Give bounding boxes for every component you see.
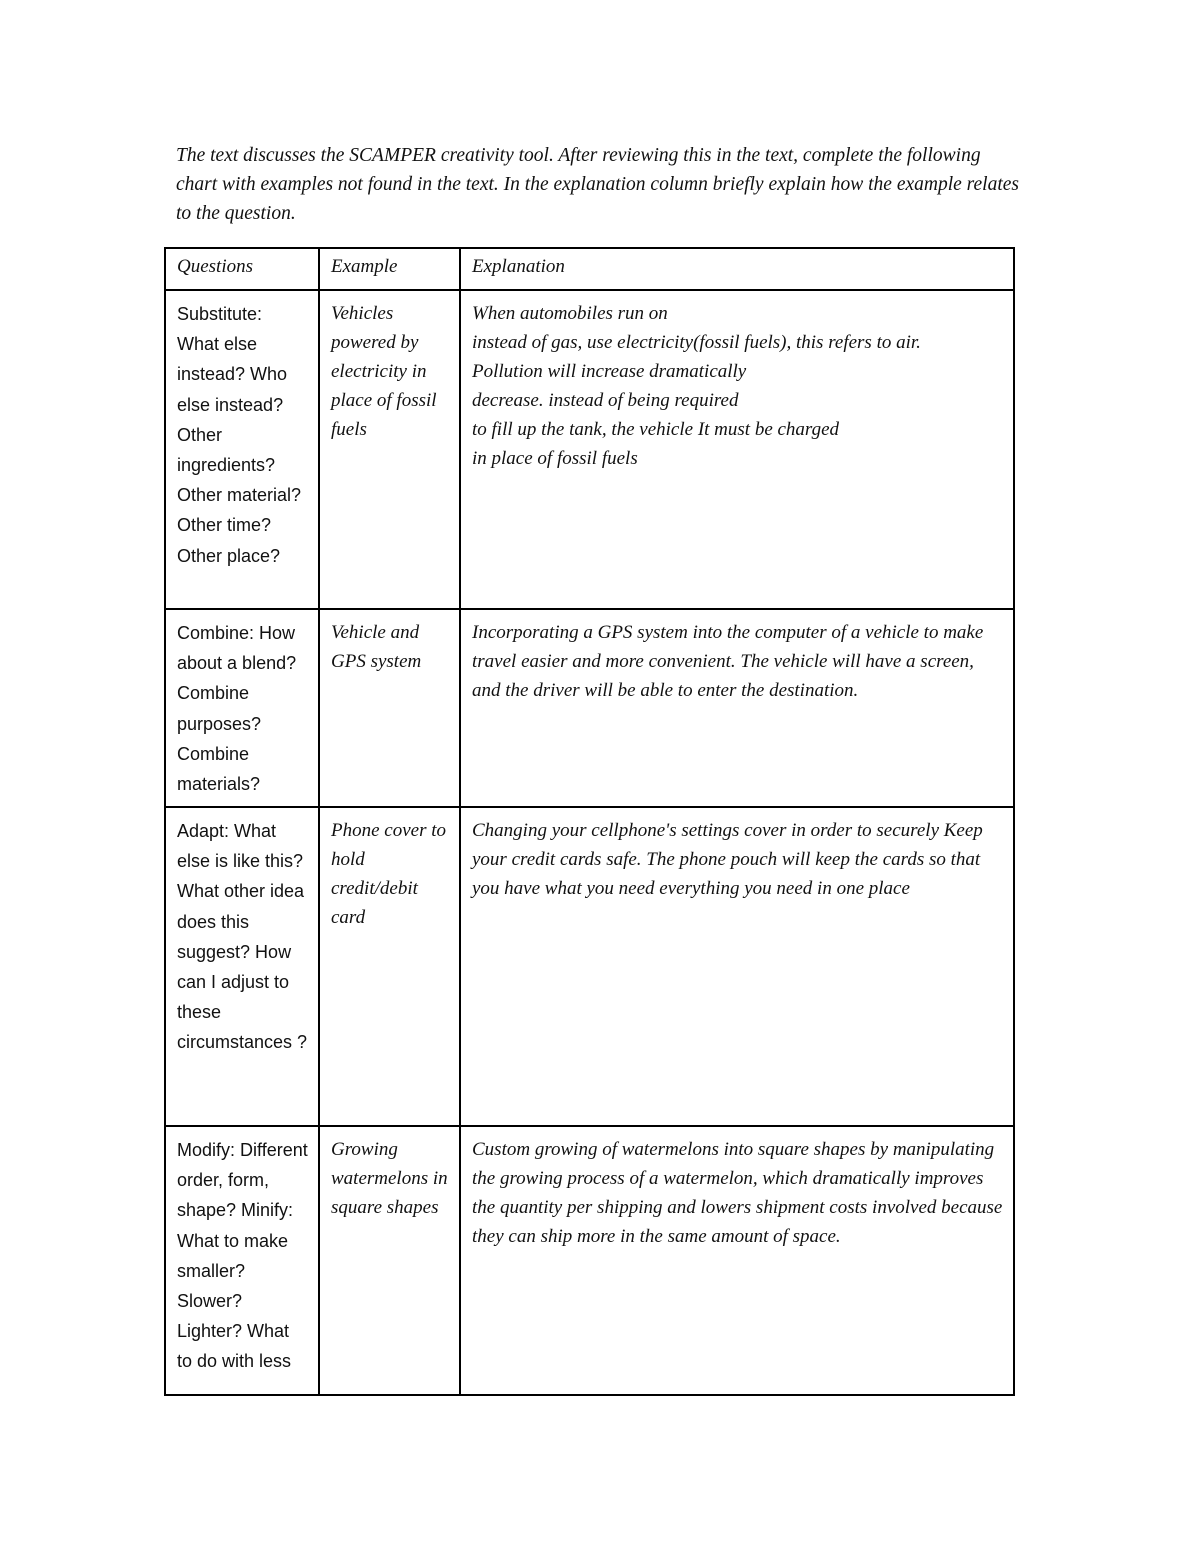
example-cell-substitute: Vehicles powered by electricity in place of fossil fuels [319,290,460,609]
question-cell-combine: Combine: How about a blend? Combine purposes? Combine materials? [165,609,319,807]
explanation-line: When automobiles run on [472,303,668,324]
explanation-cell-substitute [460,290,1014,609]
header-questions: Questions [165,248,319,290]
header-explanation: Explanation [460,248,1014,290]
example-cell-modify: Growing watermelons in square shapes [319,1126,460,1395]
explanation-line: Pollution will increase dramatically [472,361,747,382]
table-row [165,609,1014,807]
question-cell-substitute: Substitute: What else instead? Who else instead? Other ingredients? Other material? Other time? Other place? [165,290,319,609]
example-cell-combine: Vehicle and GPS system [319,609,460,807]
explanation-line: to fill up the tank, the vehicle It must be charged [472,419,840,440]
scamper-table [164,247,1015,1396]
example-cell-adapt: Phone cover to hold credit/debit card [319,807,460,1126]
explanation-line: instead of gas, use electricity(fossil fuels), this refers to air. [472,332,921,353]
table-row [165,807,1014,1126]
explanation-line: in place of fossil fuels [472,448,638,469]
explanation-cell-combine: Incorporating a GPS system into the computer of a vehicle to make travel easier and more convenient. The vehicle will have a screen, and the driver will be able to enter the destination. [460,609,1014,807]
table-header-row [165,248,1014,290]
header-example: Example [319,248,460,290]
explanation-line: decrease. instead of being required [472,390,739,411]
table-row [165,290,1014,609]
question-cell-modify: Modify: Different order, form, shape? Minify: What to make smaller? Slower? Lighter? What to do with less [165,1126,319,1395]
explanation-cell-modify: Custom growing of watermelons into square shapes by manipulating the growing process of a watermelon, which dramatically improves the quantity per shipping and lowers shipment costs involved because they can ship more in the same amount of space. [460,1126,1014,1395]
question-cell-adapt: Adapt: What else is like this? What other idea does this suggest? How can I adjust to these circumstances ? [165,807,319,1126]
explanation-cell-adapt: Changing your cellphone's settings cover in order to securely Keep your credit cards safe. The phone pouch will keep the cards so that you have what you need everything you need in one place [460,807,1014,1126]
instructions-paragraph: The text discusses the SCAMPER creativity tool. After reviewing this in the text, complete the following chart with examples not found in the text. In the explanation column briefly explain how the example relates to the question. [176,145,1020,224]
table-row [165,1126,1014,1395]
